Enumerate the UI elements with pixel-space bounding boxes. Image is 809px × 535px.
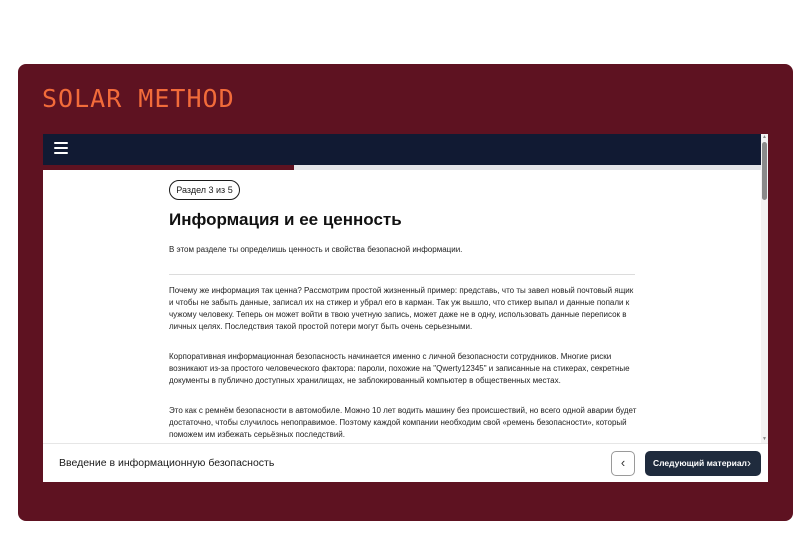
course-window (43, 134, 768, 482)
lesson-paragraph: Почему же информация так ценна? Рассмотрим простой жизненный пример: представь, что ты завел новый почтовый ящик и чтобы не забыть данные, записал их на стикер и убрал его в карман. Так уж вышло, что стикер выпал и данные попали к чужому человеку. Теперь он может войти в твою учетную запись, может даже не в одну, использовать данные переписок в личных целях. Последствия такой простой потери могут быть очень серьезными. (169, 286, 634, 331)
previous-material-button[interactable] (611, 451, 635, 476)
scrollbar-thumb[interactable] (762, 142, 767, 200)
scroll-up-arrow-icon[interactable]: ▲ (762, 134, 767, 140)
content-divider (169, 274, 635, 275)
top-nav-bar (43, 134, 768, 165)
lesson-paragraph: Это как с ремнём безопасности в автомобиле. Можно 10 лет водить машину без происшествий, но всего одной аварии будет достаточно, чтобы случилось непоправимое. Поэтому каждой компании необходим свой «ремень безопасности», который поможем им избежать серьёзных последствий. (169, 406, 637, 439)
next-material-label: Следующий материал (653, 458, 747, 468)
section-badge: Раздел 3 из 5 (169, 180, 240, 200)
chevron-left-icon: ‹ (620, 455, 626, 470)
lesson-subtitle: В этом разделе ты определишь ценность и свойства безопасной информации. (169, 245, 463, 254)
chevron-right-icon: › (747, 456, 751, 470)
lesson-title: Информация и ее ценность (169, 210, 402, 229)
lesson-content (43, 170, 761, 443)
content-scrollbar[interactable] (761, 134, 768, 443)
scroll-down-arrow-icon[interactable]: ▼ (762, 436, 767, 442)
solar-method-logo: SOLAR METHOD (42, 84, 235, 113)
next-material-button[interactable] (645, 451, 761, 476)
brand-frame (18, 64, 793, 521)
hamburger-menu-icon[interactable] (54, 142, 68, 156)
lesson-paragraph: Корпоративная информационная безопасность начинается именно с личной безопасности сотрудников. Многие риски возникают из-за простого человеческого фактора: пароли, похожие на "Qwerty12345" и записанные на стикерах, секретные документы в публично доступных хранилищах, не заблокированный компьютер в общественных местах. (169, 352, 630, 385)
current-material-title: Введение в информационную безопасность (59, 457, 275, 469)
lesson-footer (43, 443, 768, 482)
